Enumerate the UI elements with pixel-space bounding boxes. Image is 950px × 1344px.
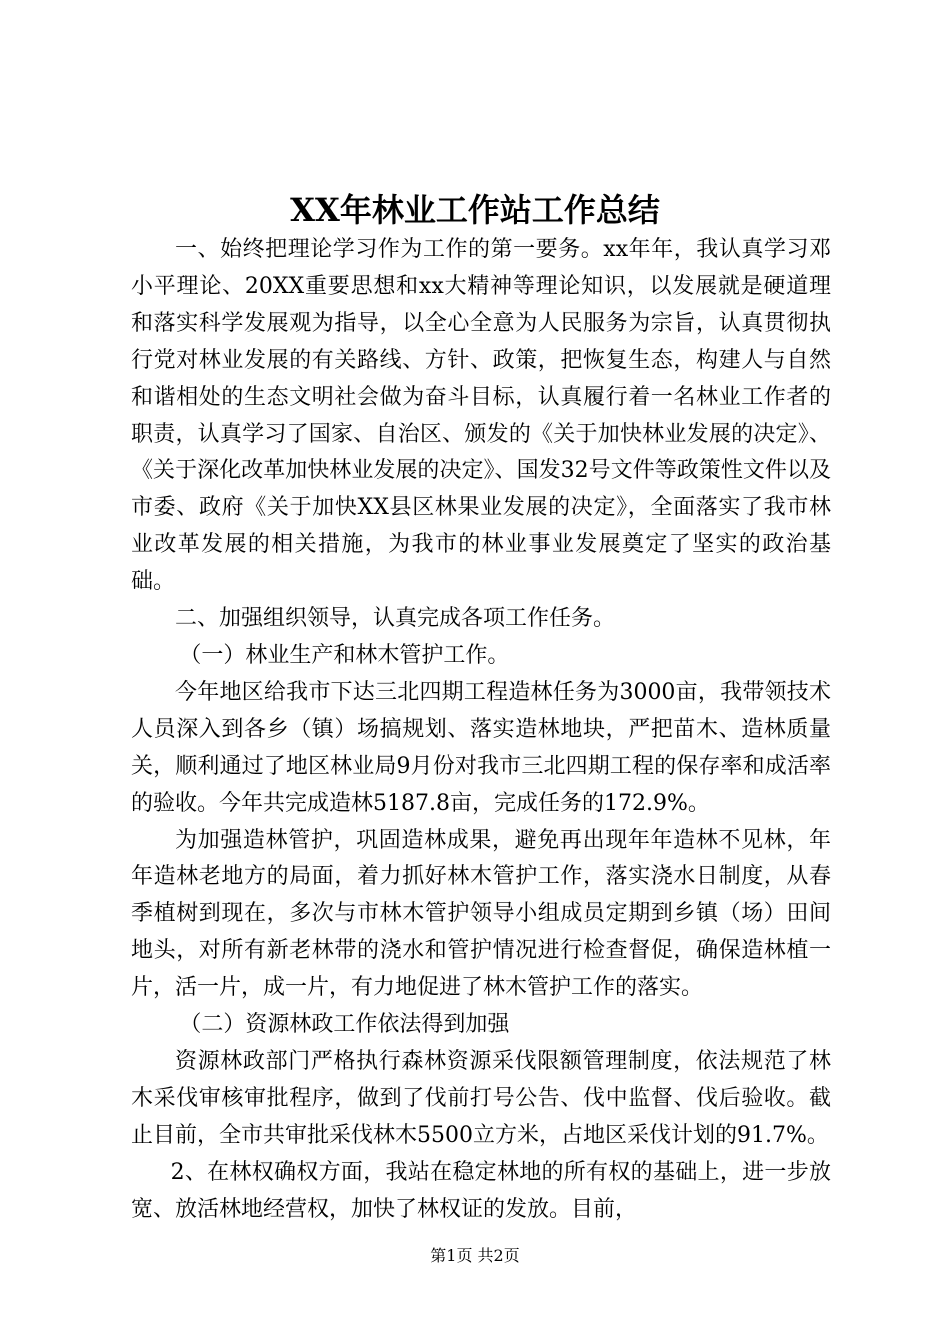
subsection-heading-resource-administration: （二）资源林政工作依法得到加强 [179, 1012, 510, 1038]
paragraph-forest-management: 为加强造林管护，巩固造林成果，避免再出现年年造林不见林，年年造林老地方的局面，着力抓好林木管护工作，落实浇水日制度，从春季植树到现在，多次与市林木管护领导小组成员定期到乡镇（场）田间地头，对所有新老林带的浇水和管护情况进行检查督促，确保造林植一片，活一片，成一片，有力地促进了林木管护工作的落实。 [131, 827, 831, 1001]
document-title: XX年林业工作站工作总结 [290, 191, 660, 229]
subsection-heading-forestry-production: （一）林业生产和林木管护工作。 [179, 642, 510, 668]
paragraph-afforestation-task: 今年地区给我市下达三北四期工程造林任务为3000亩，我带领技术人员深入到各乡（镇）场搞规划、落实造林地块，严把苗木、造林质量关，顺利通过了地区林业局9月份对我市三北四期工程的保存率和成活率的验收。今年共完成造林5187.8亩，完成任务的172.9%。 [131, 679, 831, 816]
page-footer: 第1页 共2页 [430, 1246, 520, 1265]
section-heading-organization: 二、加强组织领导，认真完成各项工作任务。 [175, 606, 616, 632]
paragraph-forest-rights: 2、在林权确权方面，我站在稳定林地的所有权的基础上，进一步放宽、放活林地经营权，加快了林权证的发放。目前， [131, 1159, 831, 1222]
paragraph-logging-quota: 资源林政部门严格执行森林资源采伐限额管理制度，依法规范了林木采伐审核审批程序，做到了伐前打号公告、伐中监督、伐后验收。截止目前，全市共审批采伐林木5500立方米，占地区采伐计划的91.7%。 [131, 1048, 831, 1148]
document-body [131, 232, 831, 1228]
paragraph-theory-study: 一、始终把理论学习作为工作的第一要务。xx年年，我认真学习邓小平理论、20XX重要思想和xx大精神等理论知识，以发展就是硬道理和落实科学发展观为指导，以全心全意为人民服务为宗旨，认真贯彻执行党对林业发展的有关路线、方针、政策，把恢复生态，构建人与自然和谐相处的生态文明社会做为奋斗目标，认真履行着一名林业工作者的职责，认真学习了国家、自治区、颁发的《关于加快林业发展的决定》、《关于深化改革加快林业发展的决定》、国发32号文件等政策性文件以及市委、政府《关于加快XX县区林果业发展的决定》，全面落实了我市林业改革发展的相关措施，为我市的林业事业发展奠定了坚实的政治基础。 [131, 237, 831, 595]
